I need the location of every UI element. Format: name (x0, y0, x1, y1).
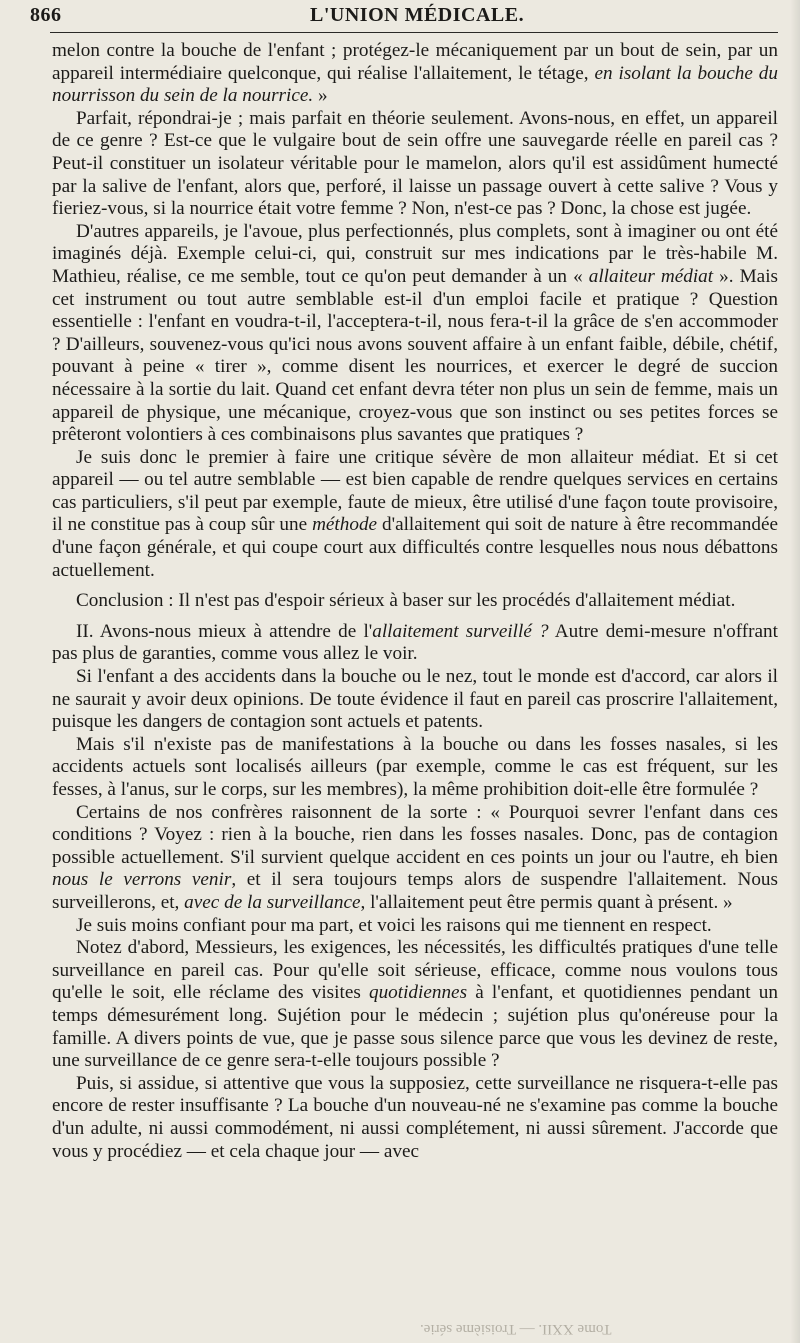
header-rule (50, 32, 778, 33)
paragraph-puis: Puis, si assidue, si attentive que vous la supposiez, cette surveillance ne risquera-t-elle pas encore de rester insuffisante ? La bouche d'un nouveau-né ne s'examine pas comme la bouche d'un adulte, ni aussi commodément, ni aussi complétement, ni aussi sûrement. J'accorde que vous y procédiez — et cela chaque jour — avec (52, 1072, 778, 1162)
mirrored-show-through-text: Tome XXII. — Troisième série. (420, 1321, 612, 1337)
paragraph-autres-appareils: D'autres appareils, je l'avoue, plus perfectionnés, plus complets, sont à imaginer ou ont été imaginés déjà. Exemple celui-ci, qui, construit sur mes indications par le très-habile M. Mathieu, réalise, ce me semble, tout ce qu'on peut demander à un « allaiteur médiat ». Mais cet instrument ou tout autre semblable est-il d'un emploi facile et pratique ? Question essentielle : l'enfant en voudra-t-il, l'acceptera-t-il, nous fera-t-il la grâce de s'en accommoder ? D'ailleurs, souvenez-vous qu'ici nous avons souvent affaire à un enfant faible, débile, chétif, pouvant à peine « tirer », comme disent les nourrices, et exercer le degré de succion nécessaire à la sortie du lait. Quand cet enfant devra téter non plus un sein de femme, mais un appareil de physique, une mécanique, croyez-vous que son instinct ou ses petites forces se prêteront volontiers à ces combinaisons plus savantes que pratiques ? (52, 220, 778, 446)
paragraph-critique: Je suis donc le premier à faire une critique sévère de mon allaiteur médiat. Et si cet appareil — ou tel autre semblable — est bien capable de rendre quelques services en certains cas particuliers, s'il peut par exemple, faute de mieux, être utilisé d'une façon toute provisoire, il ne constitue pas à coup sûr une méthode d'allaitement qui soit de nature à être recommandée d'une façon générale, et qui coupe court aux difficultés contre lesquelles nous nous débattons actuellement. (52, 446, 778, 581)
paragraph-notez: Notez d'abord, Messieurs, les exigences, les nécessités, les difficultés pratiques d'une telle surveillance en pareil cas. Pour qu'elle soit sérieuse, efficace, comme nous voulons tous qu'elle le soit, elle réclame des visites quotidiennes à l'enfant, et quotidiennes pendant un temps démesurément long. Sujétion pour le médecin ; sujétion plus qu'onéreuse pour la famille. A divers points de vue, que je passe sous silence parce que vous les devinez de reste, une surveillance de ce genre sera-t-elle toujours possible ? (52, 937, 778, 1072)
running-title: L'UNION MÉDICALE. (310, 4, 525, 26)
page-number: 866 (30, 4, 62, 26)
paragraph-section-ii: II. Avons-nous mieux à attendre de l'allaitement surveillé ? Autre demi-mesure n'offrant pas plus de garanties, comme vous allez le voir. (52, 620, 778, 665)
page-header (30, 4, 782, 32)
article-body (52, 40, 778, 1163)
paragraph-continuation: melon contre la bouche de l'enfant ; protégez-le mécaniquement par un bout de sein, par un appareil intermédiaire quelconque, qui réalise l'allaitement, le tétage, en isolant la bouche du nourrisson du sein de la nourrice. » (52, 40, 778, 107)
paragraph-moins-confiant: Je suis moins confiant pour ma part, et voici les raisons qui me tiennent en respect. (76, 914, 712, 936)
paragraph-accidents-bouche: Si l'enfant a des accidents dans la bouche ou le nez, tout le monde est d'accord, car alors il ne saurait y avoir deux opinions. De toute évidence il faut en pareil cas proscrire l'allaitement, puisque les dangers de contagion sont actuels et patents. (52, 666, 778, 733)
page-gutter-shadow (790, 0, 800, 1343)
paragraph-parfait: Parfait, répondrai-je ; mais parfait en théorie seulement. Avons-nous, en effet, un appareil de ce genre ? Est-ce que le vulgaire bout de sein offre une sauvegarde réelle en pareil cas ? Peut-il constituer un isolateur véritable pour le mamelon, alors qu'il est assidûment humecté par la salive de l'enfant, alors que, perforé, il laisse un passage ouvert à cette salive ? Vous y fieriez-vous, si la nourrice était votre femme ? Non, n'est-ce pas ? Donc, la chose est jugée. (52, 107, 778, 220)
paragraph-confreres: Certains de nos confrères raisonnent de la sorte : « Pourquoi sevrer l'enfant dans ces conditions ? Voyez : rien à la bouche, rien dans les fosses nasales. Donc, pas de contagion possible actuellement. S'il survient quelque accident en ces points un jour ou l'autre, eh bien nous le verrons venir, et il sera toujours temps alors de suspendre l'allaitement. Nous surveillerons, et, avec de la surveillance, l'allaitement peut être permis quant à présent. » (52, 801, 778, 913)
paragraph-conclusion: Conclusion : Il n'est pas d'espoir sérieux à baser sur les procédés d'allaitement médiat. (76, 590, 736, 612)
paragraph-manifestations: Mais s'il n'existe pas de manifestations à la bouche ou dans les fosses nasales, si les accidents actuels sont localisés ailleurs (par exemple, comme le cas est fréquent, sur les fesses, à l'anus, sur le corps, sur les membres), la même prohibition doit-elle être formulée ? (52, 733, 778, 800)
